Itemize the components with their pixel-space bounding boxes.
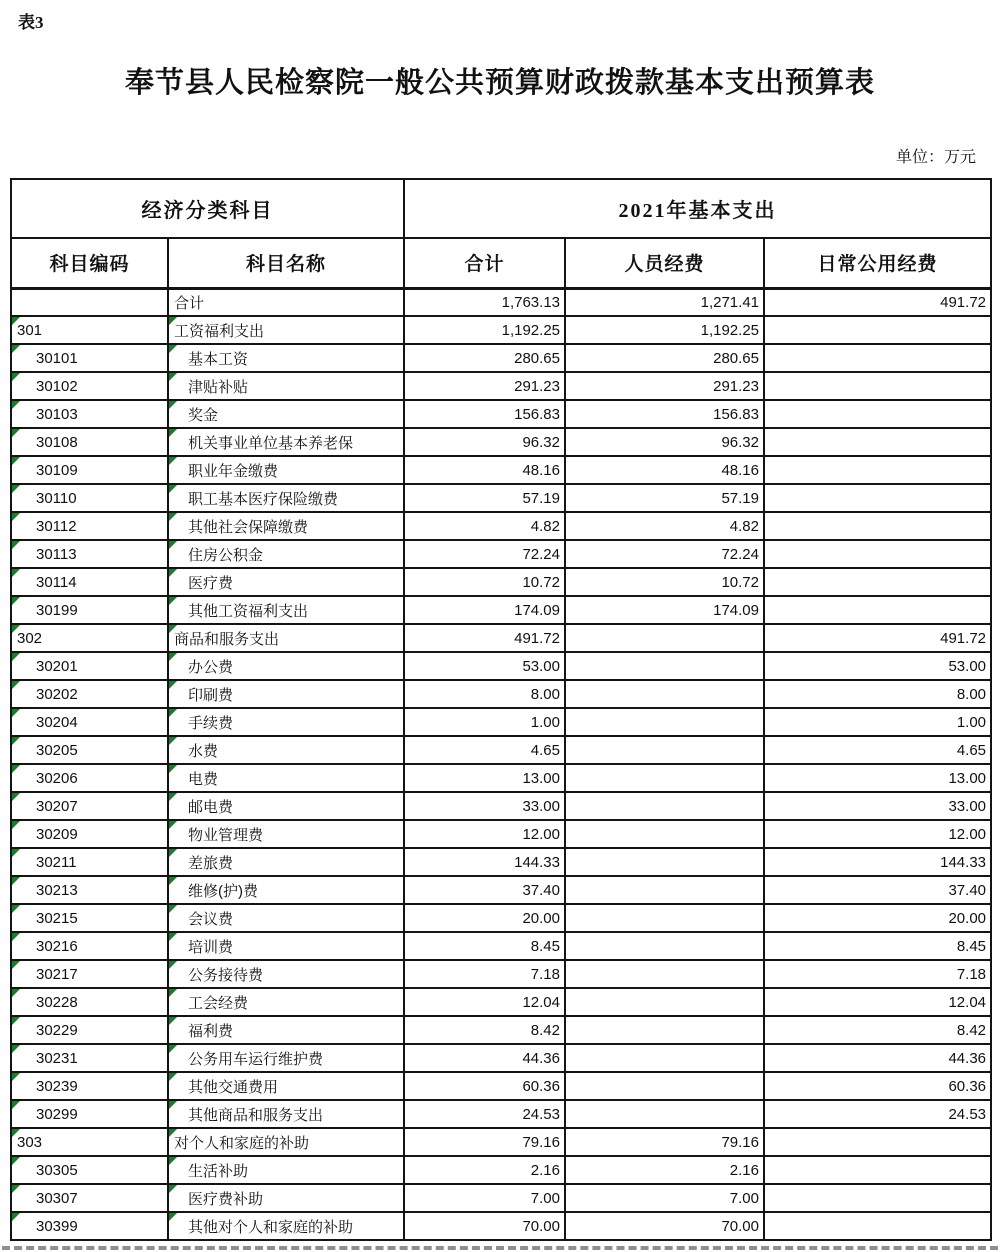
excel-flag-icon — [169, 653, 177, 661]
subject-name-cell: 奖金 — [168, 400, 404, 428]
total-value-cell: 33.00 — [404, 792, 565, 820]
excel-flag-icon — [12, 821, 20, 829]
total-value-cell: 24.53 — [404, 1100, 565, 1128]
subject-code-cell: 30205 — [11, 736, 168, 764]
subject-name-cell: 津贴补贴 — [168, 372, 404, 400]
subject-code-cell: 30207 — [11, 792, 168, 820]
table-row — [11, 1128, 991, 1156]
subject-code-cell: 30114 — [11, 568, 168, 596]
excel-flag-icon — [12, 849, 20, 857]
personnel-value-cell: 70.00 — [565, 1212, 764, 1240]
subject-code-cell: 30108 — [11, 428, 168, 456]
total-value-cell: 7.18 — [404, 960, 565, 988]
excel-flag-icon — [12, 905, 20, 913]
subject-name-cell: 印刷费 — [168, 680, 404, 708]
personnel-value-cell — [565, 624, 764, 652]
subject-name-cell: 公务用车运行维护费 — [168, 1044, 404, 1072]
header-group-2021-basic-expenditure: 2021年基本支出 — [404, 179, 991, 238]
excel-flag-icon — [169, 681, 177, 689]
total-value-cell: 280.65 — [404, 344, 565, 372]
subject-code-cell: 302 — [11, 624, 168, 652]
subject-code-cell: 30103 — [11, 400, 168, 428]
subject-name-cell: 物业管理费 — [168, 820, 404, 848]
excel-flag-icon — [169, 1017, 177, 1025]
excel-flag-icon — [12, 1101, 20, 1109]
daily-value-cell — [764, 540, 991, 568]
page-title: 奉节县人民检察院一般公共预算财政拨款基本支出预算表 — [124, 67, 875, 99]
col-header-total: 合计 — [404, 238, 565, 288]
table-row — [11, 1100, 991, 1128]
daily-value-cell: 8.45 — [764, 932, 991, 960]
excel-flag-icon — [169, 933, 177, 941]
total-value-cell: 1,763.13 — [404, 288, 565, 316]
personnel-value-cell — [565, 1072, 764, 1100]
excel-flag-icon — [169, 961, 177, 969]
total-value-cell: 8.00 — [404, 680, 565, 708]
personnel-value-cell — [565, 764, 764, 792]
table-row — [11, 372, 991, 400]
excel-flag-icon — [169, 765, 177, 773]
excel-flag-icon — [12, 401, 20, 409]
total-value-cell: 4.65 — [404, 736, 565, 764]
subject-code-cell: 30216 — [11, 932, 168, 960]
total-value-cell: 48.16 — [404, 456, 565, 484]
subject-code-cell: 303 — [11, 1128, 168, 1156]
personnel-value-cell — [565, 932, 764, 960]
subject-name-cell: 差旅费 — [168, 848, 404, 876]
excel-flag-icon — [169, 709, 177, 717]
excel-flag-icon — [169, 541, 177, 549]
header-group-economic-classification: 经济分类科目 — [11, 179, 404, 238]
daily-value-cell: 4.65 — [764, 736, 991, 764]
personnel-value-cell: 10.72 — [565, 568, 764, 596]
daily-value-cell: 60.36 — [764, 1072, 991, 1100]
subject-name-cell: 福利费 — [168, 1016, 404, 1044]
excel-flag-icon — [12, 597, 20, 605]
table-row — [11, 400, 991, 428]
daily-value-cell — [764, 596, 991, 624]
budget-table — [10, 178, 992, 1241]
excel-flag-icon — [169, 877, 177, 885]
subject-code-cell: 30307 — [11, 1184, 168, 1212]
excel-flag-icon — [12, 1073, 20, 1081]
excel-flag-icon — [12, 513, 20, 521]
daily-value-cell: 12.04 — [764, 988, 991, 1016]
excel-flag-icon — [169, 989, 177, 997]
subject-name-cell: 商品和服务支出 — [168, 624, 404, 652]
subject-code-cell: 30305 — [11, 1156, 168, 1184]
personnel-value-cell: 291.23 — [565, 372, 764, 400]
personnel-value-cell: 156.83 — [565, 400, 764, 428]
excel-flag-icon — [169, 401, 177, 409]
subject-code-cell: 30299 — [11, 1100, 168, 1128]
daily-value-cell — [764, 428, 991, 456]
daily-value-cell: 13.00 — [764, 764, 991, 792]
subject-code-cell: 30204 — [11, 708, 168, 736]
subject-name-cell: 职工基本医疗保险缴费 — [168, 484, 404, 512]
table-row — [11, 736, 991, 764]
daily-value-cell: 7.18 — [764, 960, 991, 988]
excel-flag-icon — [169, 821, 177, 829]
daily-value-cell: 24.53 — [764, 1100, 991, 1128]
subject-name-cell: 维修(护)费 — [168, 876, 404, 904]
daily-value-cell: 20.00 — [764, 904, 991, 932]
table-body — [11, 288, 991, 1240]
total-value-cell: 57.19 — [404, 484, 565, 512]
excel-flag-icon — [12, 765, 20, 773]
excel-flag-icon — [12, 485, 20, 493]
personnel-value-cell: 174.09 — [565, 596, 764, 624]
excel-flag-icon — [169, 597, 177, 605]
excel-flag-icon — [12, 877, 20, 885]
daily-value-cell — [764, 568, 991, 596]
excel-flag-icon — [12, 317, 20, 325]
subject-name-cell: 其他商品和服务支出 — [168, 1100, 404, 1128]
excel-flag-icon — [12, 961, 20, 969]
daily-value-cell: 44.36 — [764, 1044, 991, 1072]
personnel-value-cell — [565, 876, 764, 904]
subject-code-cell: 30206 — [11, 764, 168, 792]
table-row — [11, 1156, 991, 1184]
subject-name-cell: 手续费 — [168, 708, 404, 736]
page-bottom-cut-line — [2, 1246, 998, 1250]
table-header — [11, 179, 991, 288]
subject-name-cell: 办公费 — [168, 652, 404, 680]
subject-code-cell: 301 — [11, 316, 168, 344]
excel-flag-icon — [169, 625, 177, 633]
personnel-value-cell: 2.16 — [565, 1156, 764, 1184]
excel-flag-icon — [12, 373, 20, 381]
subject-name-cell: 邮电费 — [168, 792, 404, 820]
table-row — [11, 820, 991, 848]
table-row — [11, 764, 991, 792]
personnel-value-cell — [565, 848, 764, 876]
subject-name-cell: 其他工资福利支出 — [168, 596, 404, 624]
total-value-cell: 7.00 — [404, 1184, 565, 1212]
subject-code-cell: 30229 — [11, 1016, 168, 1044]
table-row — [11, 876, 991, 904]
excel-flag-icon — [12, 793, 20, 801]
excel-flag-icon — [169, 485, 177, 493]
total-value-cell: 156.83 — [404, 400, 565, 428]
subject-code-cell: 30213 — [11, 876, 168, 904]
table-row — [11, 1072, 991, 1100]
excel-flag-icon — [169, 373, 177, 381]
subject-name-cell: 医疗费补助 — [168, 1184, 404, 1212]
personnel-value-cell: 72.24 — [565, 540, 764, 568]
excel-flag-icon — [169, 345, 177, 353]
total-value-cell: 20.00 — [404, 904, 565, 932]
subject-name-cell: 水费 — [168, 736, 404, 764]
personnel-value-cell — [565, 680, 764, 708]
subject-name-cell: 对个人和家庭的补助 — [168, 1128, 404, 1156]
excel-flag-icon — [12, 429, 20, 437]
daily-value-cell: 491.72 — [764, 624, 991, 652]
daily-value-cell — [764, 344, 991, 372]
total-value-cell: 70.00 — [404, 1212, 565, 1240]
daily-value-cell: 144.33 — [764, 848, 991, 876]
personnel-value-cell: 57.19 — [565, 484, 764, 512]
table-row — [11, 316, 991, 344]
total-value-cell: 1,192.25 — [404, 316, 565, 344]
daily-value-cell — [764, 400, 991, 428]
table-row — [11, 1184, 991, 1212]
total-value-cell: 53.00 — [404, 652, 565, 680]
subject-code-cell: 30228 — [11, 988, 168, 1016]
subject-code-cell: 30399 — [11, 1212, 168, 1240]
excel-flag-icon — [12, 1157, 20, 1165]
subject-name-cell: 公务接待费 — [168, 960, 404, 988]
total-value-cell: 491.72 — [404, 624, 565, 652]
total-value-cell: 10.72 — [404, 568, 565, 596]
excel-flag-icon — [12, 933, 20, 941]
table-row — [11, 848, 991, 876]
table-row — [11, 708, 991, 736]
table-row — [11, 344, 991, 372]
subject-code-cell: 30211 — [11, 848, 168, 876]
excel-flag-icon — [12, 625, 20, 633]
subject-name-cell: 工资福利支出 — [168, 316, 404, 344]
personnel-value-cell — [565, 1016, 764, 1044]
excel-flag-icon — [12, 1129, 20, 1137]
excel-flag-icon — [12, 989, 20, 997]
subject-name-cell: 合计 — [168, 288, 404, 316]
subject-name-cell: 职业年金缴费 — [168, 456, 404, 484]
subject-name-cell: 住房公积金 — [168, 540, 404, 568]
excel-flag-icon — [169, 429, 177, 437]
total-value-cell: 13.00 — [404, 764, 565, 792]
daily-value-cell — [764, 316, 991, 344]
total-value-cell: 4.82 — [404, 512, 565, 540]
col-header-subject-code: 科目编码 — [11, 238, 168, 288]
excel-flag-icon — [12, 345, 20, 353]
table-row — [11, 792, 991, 820]
personnel-value-cell: 280.65 — [565, 344, 764, 372]
subject-name-cell: 其他社会保障缴费 — [168, 512, 404, 540]
table-row — [11, 904, 991, 932]
daily-value-cell — [764, 1184, 991, 1212]
personnel-value-cell: 7.00 — [565, 1184, 764, 1212]
total-value-cell: 37.40 — [404, 876, 565, 904]
total-value-cell: 8.45 — [404, 932, 565, 960]
subject-name-cell: 培训费 — [168, 932, 404, 960]
subject-code-cell: 30109 — [11, 456, 168, 484]
excel-flag-icon — [12, 541, 20, 549]
excel-flag-icon — [169, 513, 177, 521]
subject-name-cell: 机关事业单位基本养老保 — [168, 428, 404, 456]
total-value-cell: 144.33 — [404, 848, 565, 876]
excel-flag-icon — [169, 793, 177, 801]
total-value-cell: 79.16 — [404, 1128, 565, 1156]
excel-flag-icon — [169, 1129, 177, 1137]
excel-flag-icon — [12, 737, 20, 745]
excel-flag-icon — [12, 1213, 20, 1221]
excel-flag-icon — [12, 1045, 20, 1053]
personnel-value-cell — [565, 708, 764, 736]
daily-value-cell — [764, 1212, 991, 1240]
unit-note: 单位：万元 — [895, 149, 976, 166]
table-row — [11, 680, 991, 708]
daily-value-cell — [764, 1128, 991, 1156]
excel-flag-icon — [169, 905, 177, 913]
subject-name-cell: 医疗费 — [168, 568, 404, 596]
total-value-cell: 12.00 — [404, 820, 565, 848]
excel-flag-icon — [12, 1185, 20, 1193]
excel-flag-icon — [169, 1185, 177, 1193]
daily-value-cell: 491.72 — [764, 288, 991, 316]
col-header-daily-public-funds: 日常公用经费 — [764, 238, 991, 288]
excel-flag-icon — [12, 681, 20, 689]
excel-flag-icon — [169, 1157, 177, 1165]
subject-code-cell: 30215 — [11, 904, 168, 932]
total-value-cell: 2.16 — [404, 1156, 565, 1184]
daily-value-cell — [764, 484, 991, 512]
table-row — [11, 652, 991, 680]
subject-code-cell: 30202 — [11, 680, 168, 708]
personnel-value-cell: 96.32 — [565, 428, 764, 456]
total-value-cell: 44.36 — [404, 1044, 565, 1072]
personnel-value-cell: 4.82 — [565, 512, 764, 540]
personnel-value-cell: 1,192.25 — [565, 316, 764, 344]
table-row — [11, 456, 991, 484]
table-row — [11, 1016, 991, 1044]
excel-flag-icon — [12, 1017, 20, 1025]
personnel-value-cell — [565, 820, 764, 848]
daily-value-cell: 8.42 — [764, 1016, 991, 1044]
table-row — [11, 624, 991, 652]
excel-flag-icon — [169, 569, 177, 577]
col-header-subject-name: 科目名称 — [168, 238, 404, 288]
subject-code-cell: 30231 — [11, 1044, 168, 1072]
table-row — [11, 932, 991, 960]
excel-flag-icon — [169, 1073, 177, 1081]
col-header-personnel-funds: 人员经费 — [565, 238, 764, 288]
table-row — [11, 960, 991, 988]
personnel-value-cell — [565, 960, 764, 988]
excel-flag-icon — [12, 653, 20, 661]
daily-value-cell — [764, 456, 991, 484]
personnel-value-cell: 48.16 — [565, 456, 764, 484]
table-row — [11, 1212, 991, 1240]
excel-flag-icon — [169, 1213, 177, 1221]
subject-name-cell: 电费 — [168, 764, 404, 792]
daily-value-cell: 53.00 — [764, 652, 991, 680]
daily-value-cell: 33.00 — [764, 792, 991, 820]
daily-value-cell — [764, 1156, 991, 1184]
subject-code-cell: 30209 — [11, 820, 168, 848]
personnel-value-cell — [565, 652, 764, 680]
table-row — [11, 596, 991, 624]
table-row — [11, 484, 991, 512]
table-row — [11, 540, 991, 568]
subject-code-cell: 30112 — [11, 512, 168, 540]
subject-code-cell: 30113 — [11, 540, 168, 568]
table-number-label: 表3 — [18, 13, 44, 32]
personnel-value-cell: 79.16 — [565, 1128, 764, 1156]
total-value-cell: 12.04 — [404, 988, 565, 1016]
subject-name-cell: 基本工资 — [168, 344, 404, 372]
subject-name-cell: 会议费 — [168, 904, 404, 932]
total-value-cell: 174.09 — [404, 596, 565, 624]
personnel-value-cell: 1,271.41 — [565, 288, 764, 316]
total-value-cell: 96.32 — [404, 428, 565, 456]
excel-flag-icon — [169, 1045, 177, 1053]
daily-value-cell — [764, 512, 991, 540]
daily-value-cell: 1.00 — [764, 708, 991, 736]
subject-name-cell: 工会经费 — [168, 988, 404, 1016]
table-row — [11, 568, 991, 596]
table-row — [11, 512, 991, 540]
excel-flag-icon — [169, 317, 177, 325]
excel-flag-icon — [12, 569, 20, 577]
subject-code-cell: 30239 — [11, 1072, 168, 1100]
subject-code-cell: 30201 — [11, 652, 168, 680]
excel-flag-icon — [169, 457, 177, 465]
table-row — [11, 288, 991, 316]
subject-code-cell: 30101 — [11, 344, 168, 372]
total-value-cell: 291.23 — [404, 372, 565, 400]
personnel-value-cell — [565, 792, 764, 820]
daily-value-cell — [764, 372, 991, 400]
personnel-value-cell — [565, 1044, 764, 1072]
subject-name-cell: 生活补助 — [168, 1156, 404, 1184]
personnel-value-cell — [565, 736, 764, 764]
excel-flag-icon — [12, 457, 20, 465]
subject-code-cell — [11, 288, 168, 316]
total-value-cell: 72.24 — [404, 540, 565, 568]
total-value-cell: 8.42 — [404, 1016, 565, 1044]
personnel-value-cell — [565, 1100, 764, 1128]
subject-code-cell: 30110 — [11, 484, 168, 512]
table-row — [11, 428, 991, 456]
excel-flag-icon — [169, 1101, 177, 1109]
subject-code-cell: 30102 — [11, 372, 168, 400]
excel-flag-icon — [169, 737, 177, 745]
subject-name-cell: 其他交通费用 — [168, 1072, 404, 1100]
excel-flag-icon — [12, 709, 20, 717]
subject-code-cell: 30199 — [11, 596, 168, 624]
subject-code-cell: 30217 — [11, 960, 168, 988]
personnel-value-cell — [565, 988, 764, 1016]
daily-value-cell: 8.00 — [764, 680, 991, 708]
total-value-cell: 60.36 — [404, 1072, 565, 1100]
daily-value-cell: 37.40 — [764, 876, 991, 904]
table-row — [11, 1044, 991, 1072]
excel-flag-icon — [169, 849, 177, 857]
daily-value-cell: 12.00 — [764, 820, 991, 848]
total-value-cell: 1.00 — [404, 708, 565, 736]
subject-name-cell: 其他对个人和家庭的补助 — [168, 1212, 404, 1240]
table-row — [11, 988, 991, 1016]
personnel-value-cell — [565, 904, 764, 932]
